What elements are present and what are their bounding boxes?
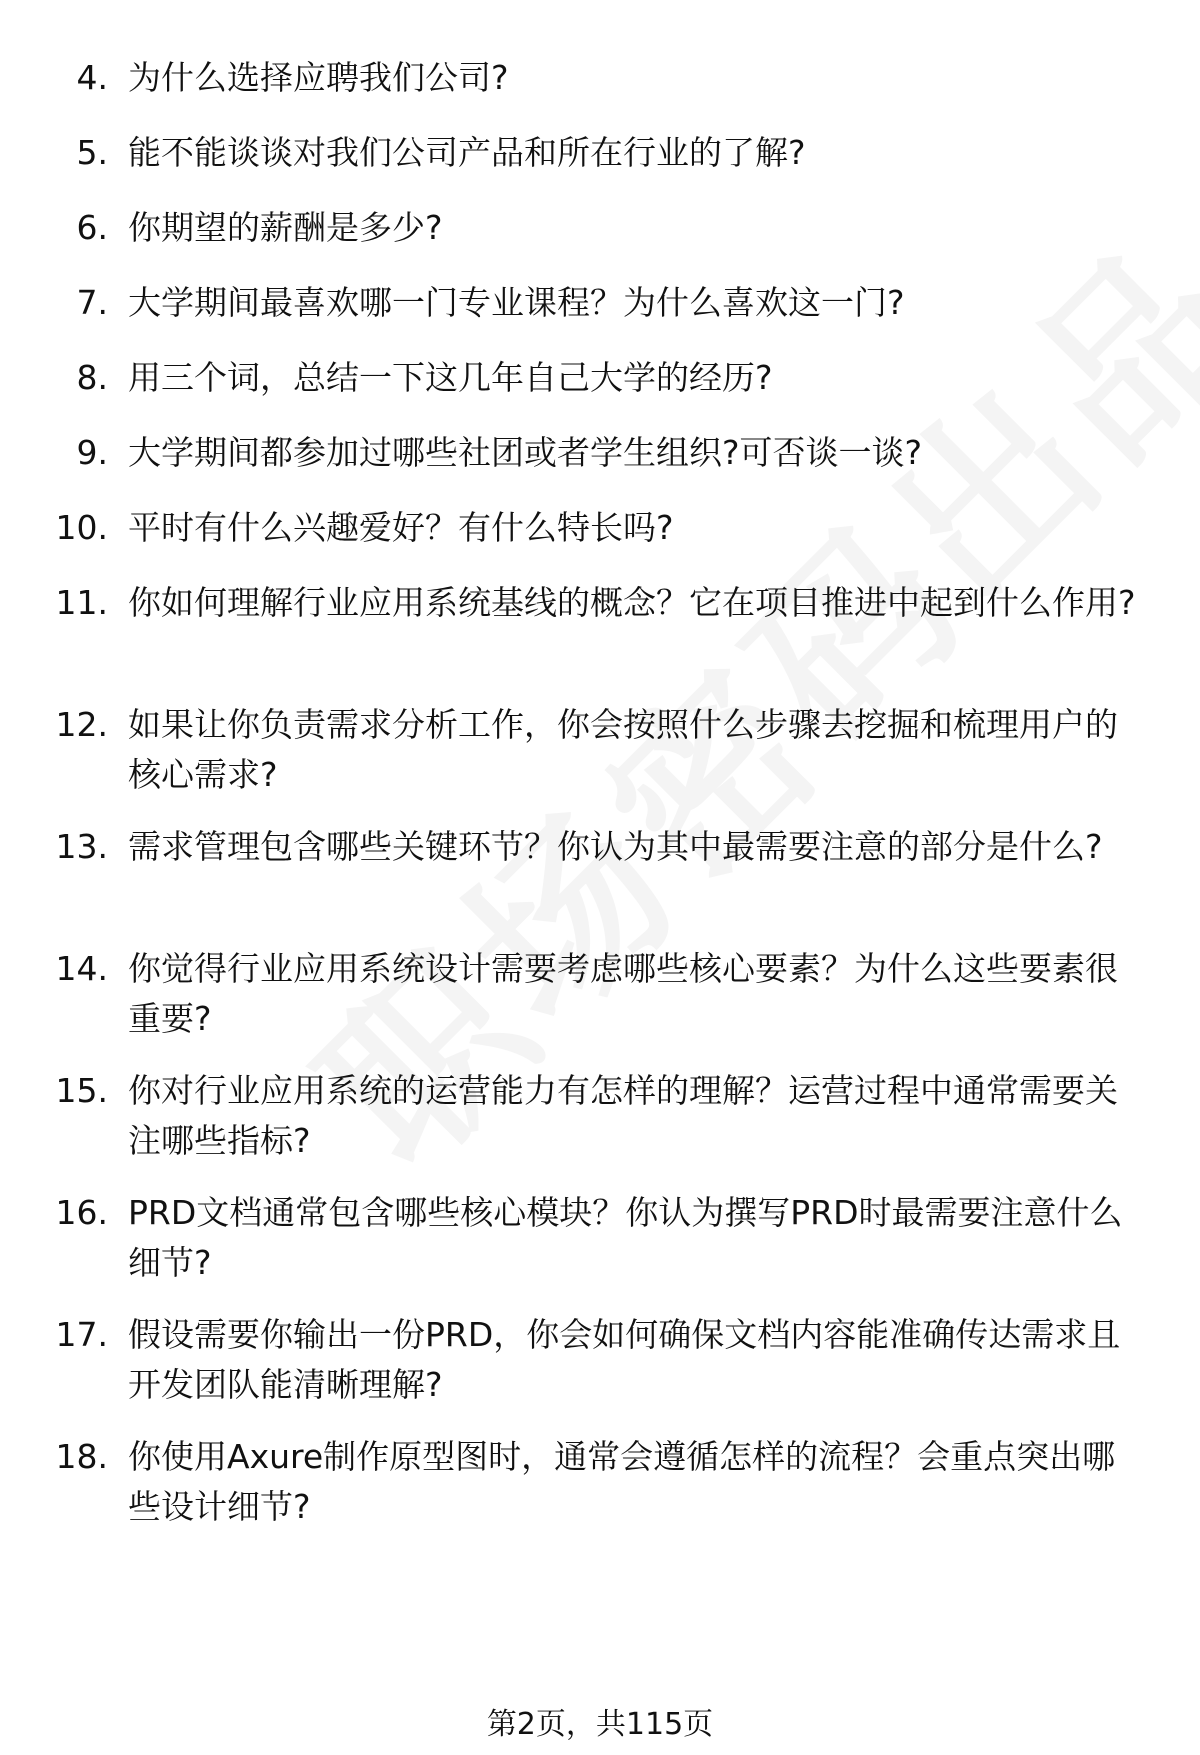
question-number: 14.: [55, 949, 108, 988]
question-text: 你如何理解行业应用系统基线的概念？它在项目推进中起到什么作用?: [128, 583, 1136, 622]
question-number: 5.: [76, 133, 108, 172]
question-number: 6.: [76, 208, 108, 247]
question-number: 4.: [76, 58, 108, 97]
question-number: 13.: [55, 827, 108, 866]
question-text: 大学期间都参加过哪些社团或者学生组织?可否谈一谈?: [128, 433, 923, 472]
question-number: 12.: [55, 705, 108, 744]
question-text: 用三个词，总结一下这几年自己大学的经历?: [128, 358, 773, 397]
question-text: 假设需要你输出一份PRD，你会如何确保文档内容能准确传达需求且开发团队能清晰理解?: [128, 1315, 1121, 1404]
question-text: 你期望的薪酬是多少?: [128, 208, 443, 247]
question-number: 9.: [76, 433, 108, 472]
question-text: 你使用Axure制作原型图时，通常会遵循怎样的流程？会重点突出哪些设计细节?: [128, 1437, 1116, 1526]
question-text: 你觉得行业应用系统设计需要考虑哪些核心要素？为什么这些要素很重要?: [128, 949, 1118, 1038]
question-number: 17.: [55, 1315, 108, 1354]
page-footer: 第2页，共115页: [486, 1707, 714, 1742]
question-text: 平时有什么兴趣爱好？有什么特长吗?: [128, 508, 674, 547]
question-number: 10.: [55, 508, 108, 547]
question-number: 8.: [76, 358, 108, 397]
question-text: 需求管理包含哪些关键环节？你认为其中最需要注意的部分是什么?: [128, 827, 1103, 866]
question-text: 你对行业应用系统的运营能力有怎样的理解？运营过程中通常需要关注哪些指标?: [128, 1071, 1118, 1160]
question-number: 7.: [76, 283, 108, 322]
question-number: 15.: [55, 1071, 108, 1110]
question-text: 大学期间最喜欢哪一门专业课程？为什么喜欢这一门?: [128, 283, 905, 322]
question-number: 16.: [55, 1193, 108, 1232]
question-text: 如果让你负责需求分析工作，你会按照什么步骤去挖掘和梳理用户的核心需求?: [128, 705, 1118, 794]
question-text: PRD文档通常包含哪些核心模块？你认为撰写PRD时最需要注意什么细节?: [128, 1193, 1123, 1282]
question-text: 能不能谈谈对我们公司产品和所在行业的了解?: [128, 133, 806, 172]
question-text: 为什么选择应聘我们公司?: [128, 58, 509, 97]
question-number: 11.: [55, 583, 108, 622]
question-number: 18.: [55, 1437, 108, 1476]
